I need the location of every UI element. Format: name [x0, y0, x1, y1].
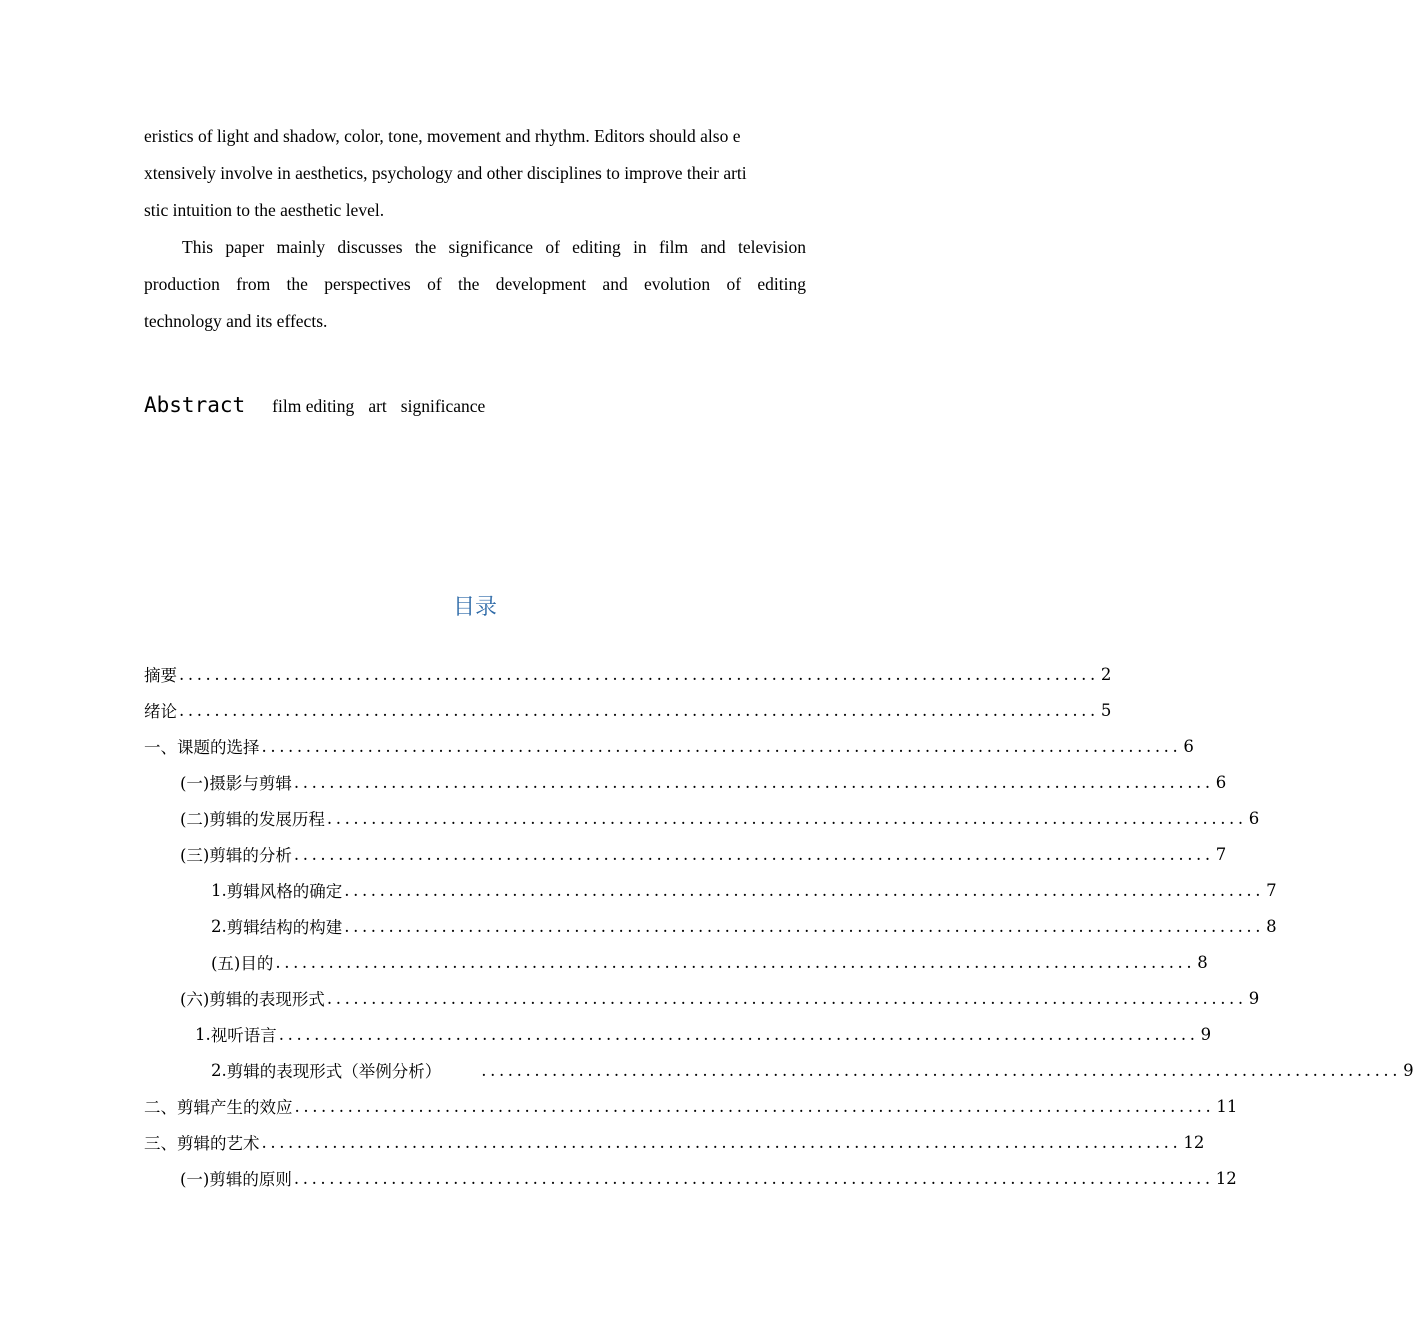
toc-entry-page: 6 [1215, 772, 1227, 792]
toc-entry-label: 剪辑的艺术 [177, 1134, 260, 1153]
toc-entry[interactable] [144, 656, 1112, 692]
toc-leader-dots: ........................................................................................................ [275, 952, 1196, 972]
toc-leader-dots: ........................................................................................................ [326, 808, 1247, 828]
toc-entry[interactable] [144, 764, 1227, 800]
toc-entry-page: 7 [1266, 880, 1277, 900]
toc-entry-page: 9 [1200, 1024, 1212, 1044]
toc-entry-label: 剪辑的发展历程 [209, 810, 325, 829]
toc-entry-number: 二、 [144, 1098, 177, 1117]
toc-entry-number: (六) [180, 990, 210, 1009]
toc-leader-dots: ........................................................................................................ [293, 844, 1214, 864]
toc-entry-label: 目的 [240, 954, 274, 973]
toc-entry-page: 6 [1248, 808, 1260, 828]
toc-entry[interactable] [144, 1124, 1205, 1160]
toc-entry-number: (五) [211, 954, 241, 973]
toc-entry-page: 9 [1403, 1060, 1414, 1080]
toc-entry-page: 6 [1183, 736, 1194, 756]
toc-entry-page: 9 [1248, 988, 1260, 1008]
toc-entry-page: 7 [1215, 844, 1227, 864]
keywords-row [144, 393, 485, 425]
toc-entry-number: (二) [180, 810, 210, 829]
toc-entry-page: 5 [1100, 700, 1112, 720]
toc-entry-label: 绪论 [144, 702, 177, 721]
abstract-paragraph-1 [144, 118, 806, 229]
toc-entry-label: 剪辑风格的确定 [226, 882, 343, 901]
toc-entry-label: 剪辑结构的构建 [226, 918, 343, 937]
toc-entry-page: 12 [1183, 1132, 1205, 1152]
toc-entry[interactable] [144, 836, 1227, 872]
toc-entry-number: (一) [180, 774, 210, 793]
abstract-paragraph-2 [144, 229, 806, 340]
toc-leader-dots: ........................................................................................................ [261, 1132, 1182, 1152]
text-line: production from the perspectives of the development and evolution of editing [144, 274, 806, 294]
toc-leader-dots: ........................................................................................................ [293, 772, 1214, 792]
toc-leader-dots: ........................................................................................................ [261, 736, 1182, 756]
text-line: eristics of light and shadow, color, tone, movement and rhythm. Editors should also e [144, 126, 741, 146]
text-line: technology and its effects. [144, 311, 328, 331]
toc-leader-dots: ........................................................................................................ [344, 916, 1265, 936]
keywords-label: Abstract [144, 393, 246, 417]
toc-leader-dots: ........................................................................................................ [344, 880, 1265, 900]
toc-entry-page: 8 [1197, 952, 1208, 972]
toc-entry-number: 2. [211, 1060, 227, 1080]
toc-leader-dots: ........................................................................................................ [293, 1168, 1214, 1188]
keyword: art [368, 396, 387, 416]
toc-entry-number: (一) [180, 1170, 210, 1189]
toc-entry[interactable] [144, 872, 1277, 908]
toc-leader-dots: ........................................................................................................ [179, 664, 1099, 684]
toc-entry[interactable] [144, 800, 1260, 836]
toc-entry-page: 2 [1100, 664, 1112, 684]
toc-entry-number: 1. [211, 880, 227, 900]
toc-entry-label: 视听语言 [210, 1026, 277, 1045]
toc-entry[interactable] [144, 728, 1194, 764]
toc-entry[interactable] [144, 944, 1208, 980]
toc-entry[interactable] [144, 908, 1277, 944]
toc-leader-dots: ........................................................................................................ [294, 1096, 1215, 1116]
toc-entry-page: 8 [1266, 916, 1277, 936]
toc-entry-number: 2. [211, 916, 227, 936]
toc-entry-label: 剪辑的表现形式（举例分析） [226, 1062, 442, 1081]
toc-entry-page: 12 [1215, 1168, 1237, 1188]
toc-leader-dots: ........................................................................................................ [179, 700, 1099, 720]
toc-entry-label: 剪辑的分析 [209, 846, 292, 865]
toc-leader-dots: ........................................................................................................ [481, 1060, 1402, 1080]
toc-entry[interactable] [144, 1160, 1237, 1196]
text-line: xtensively involve in aesthetics, psychology and other disciplines to improve their arti [144, 163, 747, 183]
toc-entry[interactable] [144, 980, 1260, 1016]
toc-entry-label: 摄影与剪辑 [209, 774, 292, 793]
table-of-contents [144, 656, 1414, 1196]
toc-entry-label: 剪辑产生的效应 [177, 1098, 293, 1117]
toc-entry[interactable] [144, 1088, 1238, 1124]
toc-entry[interactable] [144, 1052, 1414, 1088]
keyword: film editing [272, 396, 355, 416]
toc-entry-number: 三、 [144, 1134, 177, 1153]
toc-entry-number: 一、 [144, 738, 177, 757]
toc-entry-label: 摘要 [144, 666, 177, 685]
toc-title: 目录 [452, 595, 497, 620]
text-line: This paper mainly discusses the significance of editing in film and television [182, 237, 806, 257]
text-line: stic intuition to the aesthetic level. [144, 200, 385, 220]
toc-entry-label: 剪辑的原则 [209, 1170, 292, 1189]
toc-leader-dots: ........................................................................................................ [278, 1024, 1199, 1044]
keyword: significance [400, 396, 486, 416]
toc-leader-dots: ........................................................................................................ [326, 988, 1247, 1008]
toc-entry-label: 剪辑的表现形式 [209, 990, 325, 1009]
toc-entry[interactable] [144, 1016, 1212, 1052]
toc-entry[interactable] [144, 692, 1112, 728]
toc-entry-number: 1. [195, 1024, 211, 1044]
toc-entry-page: 11 [1216, 1096, 1238, 1116]
toc-entry-label: 课题的选择 [177, 738, 260, 757]
toc-entry-number: (三) [180, 846, 210, 865]
